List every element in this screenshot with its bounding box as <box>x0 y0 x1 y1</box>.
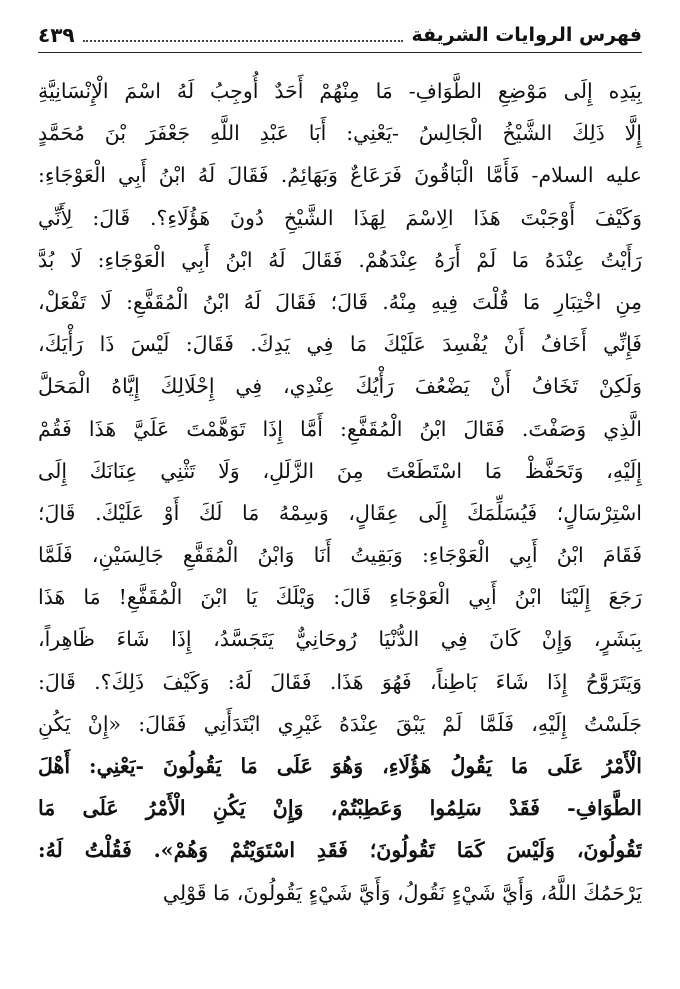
text-line: يَرْحَمُكَ اللَّهُ، وَأَيَّ شَيْءٍ نَقُولُ، وَأَيَّ شَيْءٍ يَقُولُونَ، مَا قَوْلِي <box>162 880 642 905</box>
text-line: بِيَدِه إِلَى مَوْضِعِ الطَّوَافِ- مَا مِنْهُمْ أَحَدٌ أُوجِبُ لَهُ اسْمَ الْإِنْسَانِيَّةِ <box>38 79 642 103</box>
text-line: إِلَيْهِ، وَتَحَفَّظْ مَا اسْتَطَعْتَ مِنَ الزَّلَلِ، وَلَا تَثْنِي عِنَانَكَ إِلَى <box>38 458 642 483</box>
text-line: الْأَمْرُ عَلَى مَا يَقُولُ هَؤُلَاءِ، وَهُوَ عَلَى مَا يَقُولُونَ -يَعْنِي: أَهْلَ <box>38 754 642 778</box>
text-line: فَقَامَ ابْنُ أَبِي الْعَوْجَاءِ: وَبَقِيتُ أَنَا وَابْنُ الْمُقَفَّعِ جَالِسَيْنِ، فَلَمَّا <box>38 543 642 568</box>
text-line: اسْتِرْسَالٍ؛ فَيُسَلِّمَكَ إِلَى عِقَالٍ، وَسِمْهُ مَا لَكَ أَوْ عَلَيْكَ. قَالَ؛ <box>38 500 642 525</box>
text-line: وَلَكِنْ تَخَافُ أَنْ يَضْعُفَ رَأْيُكَ عِنْدِي، فِي إِحْلَالِكَ إِيَّاهُ الْمَحَلَّ <box>38 374 642 399</box>
body-text <box>38 70 642 914</box>
text-line: رَجَعَ إِلَيْنَا ابْنُ أَبِي الْعَوْجَاءِ قَالَ: وَيْلَكَ يَا ابْنَ الْمُقَفَّعِ! مَا هَذَا <box>38 585 642 610</box>
text-line: جَلَسْتُ إِلَيْهِ، فَلَمَّا لَمْ يَبْقَ عِنْدَهُ غَيْرِي ابْتَدَأَنِي فَقَالَ: «إِنْ يَكُنِ <box>38 711 642 736</box>
text-line: فَإِنِّي أَخَافُ أَنْ يُفْسِدَ عَلَيْكَ مَا فِي يَدِكَ. فَقَالَ: لَيْسَ ذَا رَأْيَكَ، <box>38 332 642 357</box>
text-line: رَأَيْتُ عِنْدَهُ مَا لَمْ أَرَهُ عِنْدَهُمْ. فَقَالَ لَهُ ابْنُ أَبِي الْعَوْجَاءِ: لَا بُدَّ <box>38 247 642 272</box>
text-line: عليه السلام- فَأَمَّا الْبَاقُونَ فَرَعَاعٌ وَبَهَائِمُ. فَقَالَ لَهُ ابْنُ أَبِي الْعَوْجَاءِ: <box>38 163 642 188</box>
text-line: إِلَّا ذَلِكَ الشَّيْخُ الْجَالِسُ -يَعْنِي: أَبَا عَبْدِ اللَّهِ جَعْفَرَ بْنَ مُحَمَّدٍ <box>38 121 642 146</box>
text-line: الطَّوَافِ- فَقَدْ سَلِمُوا وَعَطِبْتُمْ، وَإِنْ يَكُنِ الْأَمْرُ عَلَى مَا <box>38 796 642 821</box>
running-title: فهرس الروايات الشريفة <box>411 24 642 46</box>
dotted-leader <box>83 40 404 42</box>
text-line: مِنِ اخْتِبَارِ مَا قُلْتَ فِيهِ مِنْهُ. قَالَ؛ فَقَالَ لَهُ ابْنُ الْمُقَفَّعِ: لَا تَفْعَلْ، <box>38 289 642 314</box>
page-number: ٤٣٩ <box>38 23 75 47</box>
text-line: تَقُولُونَ، وَلَيْسَ كَمَا تَقُولُونَ؛ فَقَدِ اسْتَوَيْتُمْ وَهُمْ». فَقُلْتُ لَهُ: <box>38 838 642 863</box>
text-line: وَيَتَرَوَّحُ إِذَا شَاءَ بَاطِناً، فَهُوَ هَذَا. فَقَالَ لَهُ: وَكَيْفَ ذَلِكَ؟. قَالَ: <box>38 669 642 694</box>
text-line: وَكَيْفَ أَوْجَبْتَ هَذَا الِاسْمَ لِهَذَا الشَّيْخِ دُونَ هَؤُلَاءِ؟. قَالَ: لِأَنِّي <box>38 205 642 230</box>
page-header <box>38 18 642 53</box>
text-line: بِبَشَرٍ، وَإِنْ كَانَ فِي الدُّنْيَا رُوحَانِيٌّ يَتَجَسَّدُ، إِذَا شَاءَ ظَاهِراً، <box>38 627 642 652</box>
text-line: الَّذِي وَصَفْتَ. فَقَالَ ابْنُ الْمُقَفَّعِ: أَمَّا إِذَا تَوَهَّمْتَ عَلَيَّ هَذَا فَقُمْ <box>38 416 642 441</box>
